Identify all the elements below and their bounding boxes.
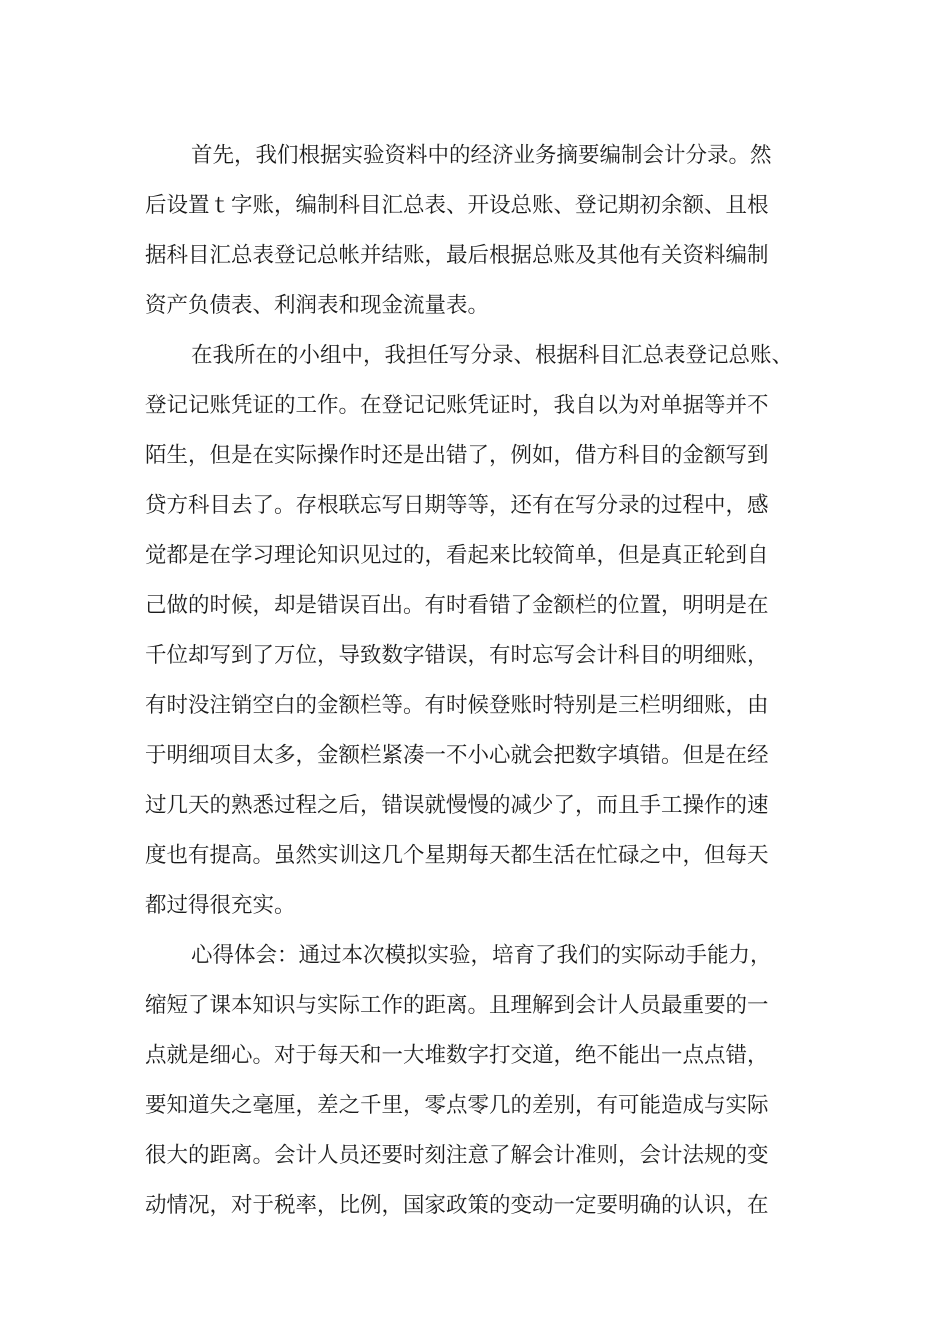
paragraph-3-line-2: 缩短了课本知识与实际工作的距离。且理解到会计人员最重要的一 — [145, 993, 769, 1018]
paragraph-2-line-12: 都过得很充实。 — [145, 893, 296, 918]
paragraph-2-line-10: 过几天的熟悉过程之后，错误就慢慢的减少了，而且手工操作的速 — [145, 793, 769, 818]
paragraph-1-line-3: 据科目汇总表登记总帐并结账，最后根据总账及其他有关资料编制 — [145, 243, 769, 268]
paragraph-2-line-5: 觉都是在学习理论知识见过的，看起来比较简单，但是真正轮到自 — [145, 543, 769, 568]
paragraph-2-line-8: 有时没注销空白的金额栏等。有时候登账时特别是三栏明细账，由 — [145, 693, 769, 718]
paragraph-2-line-9: 于明细项目太多，金额栏紧凑一不小心就会把数字填错。但是在经 — [145, 743, 769, 768]
paragraph-1-line-4: 资产负债表、利润表和现金流量表。 — [145, 293, 490, 318]
paragraph-1-line-1: 首先，我们根据实验资料中的经济业务摘要编制会计分录。然 — [191, 143, 772, 168]
paragraph-2-line-3: 陌生，但是在实际操作时还是出错了，例如，借方科目的金额写到 — [145, 443, 769, 468]
paragraph-2-line-7: 千位却写到了万位，导致数字错误，有时忘写会计科目的明细账， — [145, 643, 769, 668]
paragraph-3-line-1: 心得体会：通过本次模拟实验，培育了我们的实际动手能力， — [191, 943, 772, 968]
paragraph-1-line-2: 后设置ｔ字账，编制科目汇总表、开设总账、登记期初余额、且根 — [145, 193, 769, 218]
paragraph-2-line-11: 度也有提高。虽然实训这几个星期每天都生活在忙碌之中，但每天 — [145, 843, 769, 868]
paragraph-2-line-1: 在我所在的小组中，我担任写分录、根据科目汇总表登记总账、 — [191, 343, 794, 368]
paragraph-3-line-3: 点就是细心。对于每天和一大堆数字打交道，绝不能出一点点错， — [145, 1043, 769, 1068]
paragraph-3-line-4: 要知道失之毫厘，差之千里，零点零几的差别，有可能造成与实际 — [145, 1093, 769, 1118]
paragraph-3-line-5: 很大的距离。会计人员还要时刻注意了解会计准则，会计法规的变 — [145, 1143, 769, 1168]
paragraph-2-line-6: 己做的时候，却是错误百出。有时看错了金额栏的位置，明明是在 — [145, 593, 769, 618]
paragraph-2-line-4: 贷方科目去了。存根联忘写日期等等，还有在写分录的过程中，感 — [145, 493, 769, 518]
paragraph-3-line-6: 动情况，对于税率，比例，国家政策的变动一定要明确的认识，在 — [145, 1193, 769, 1218]
paragraph-2-line-2: 登记记账凭证的工作。在登记记账凭证时，我自以为对单据等并不 — [145, 393, 769, 418]
